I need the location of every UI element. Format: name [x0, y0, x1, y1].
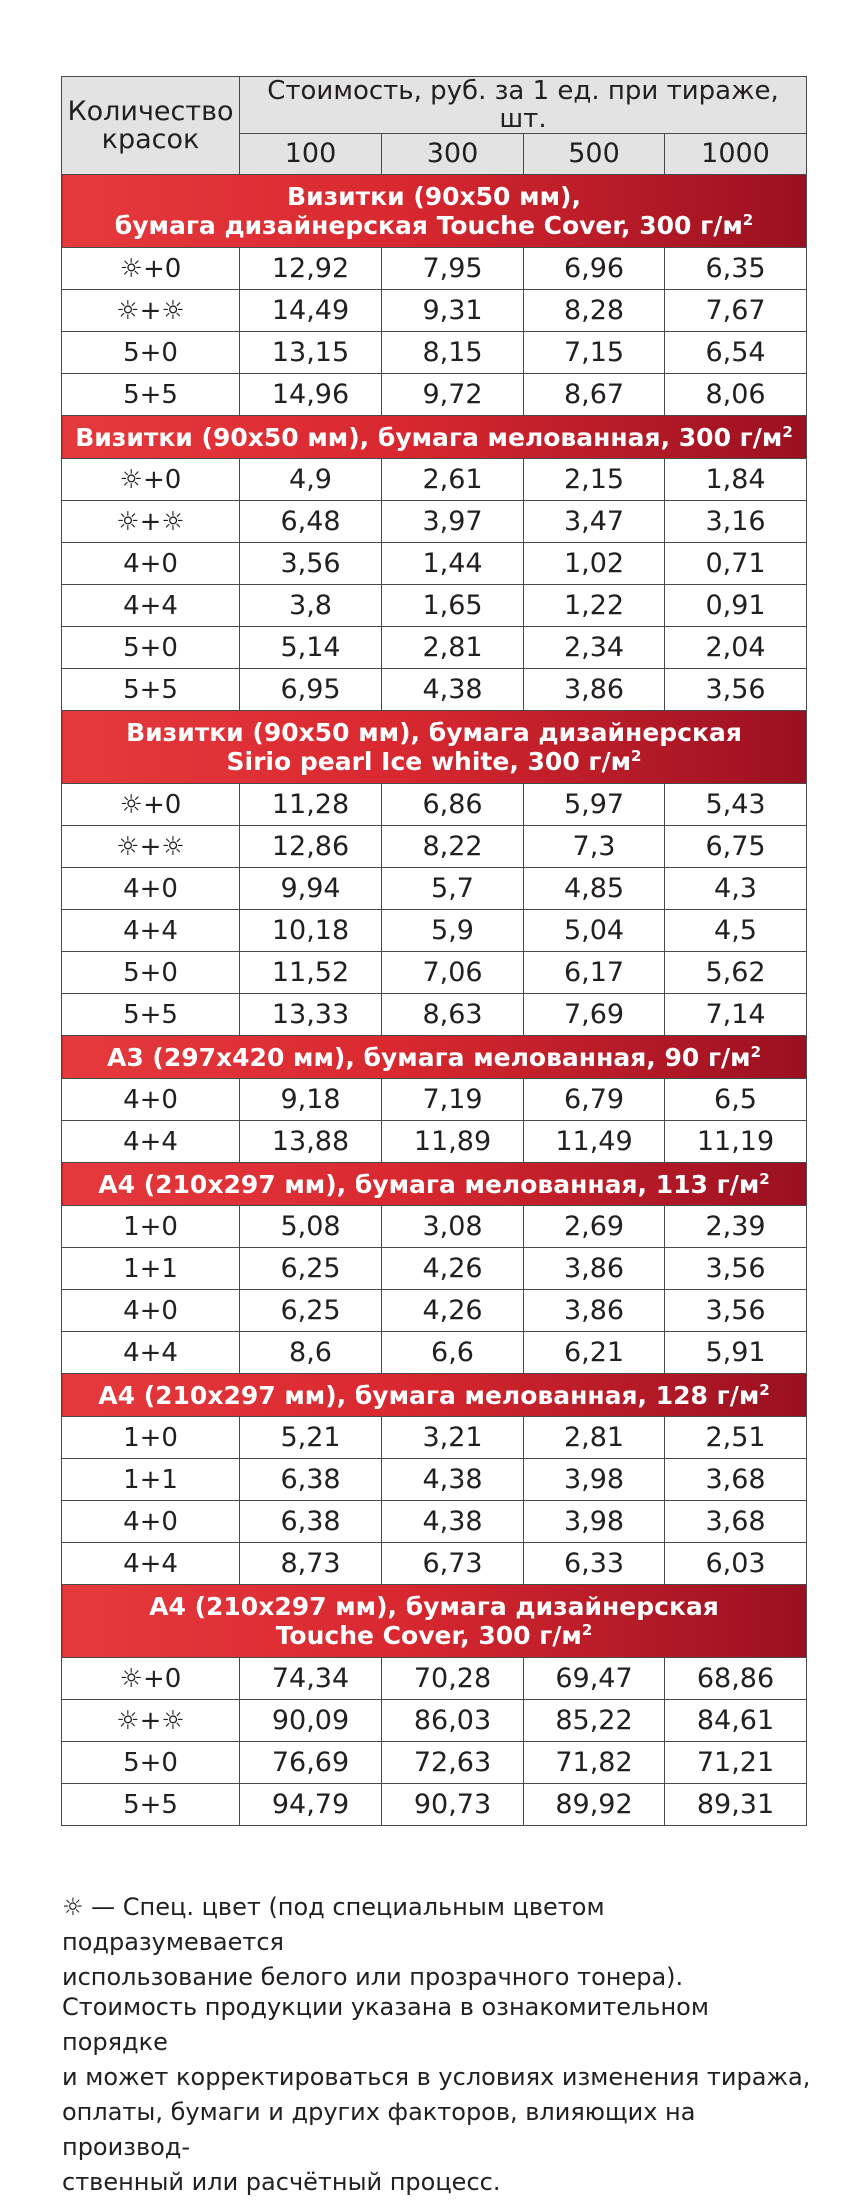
price-cell: 4,3 [665, 868, 807, 910]
price-cell: 1,84 [665, 459, 807, 501]
price-cell: 68,86 [665, 1658, 807, 1700]
price-cell: 5,9 [382, 910, 524, 952]
price-cell: 5,43 [665, 784, 807, 826]
disclaimer-line: Стоимость продукции указана в ознакомительном порядке [62, 1993, 709, 2056]
unit-superscript: 2 [631, 747, 642, 765]
price-cell: 3,86 [524, 1248, 665, 1290]
colors-cell: 4+4 [62, 1332, 240, 1374]
price-cell: 3,86 [524, 1290, 665, 1332]
table-row [62, 1543, 807, 1585]
unit-superscript: 2 [782, 422, 793, 441]
colors-cell: 4+4 [62, 585, 240, 627]
section-header-row [62, 1036, 807, 1079]
price-cell: 3,8 [240, 585, 382, 627]
price-cell: 8,73 [240, 1543, 382, 1585]
price-cell: 2,61 [382, 459, 524, 501]
table-row [62, 1121, 807, 1163]
price-cell: 6,5 [665, 1079, 807, 1121]
price-cell: 6,75 [665, 826, 807, 868]
table-row [62, 1700, 807, 1742]
price-cell: 6,35 [665, 248, 807, 290]
price-cell: 7,69 [524, 994, 665, 1036]
section-title [62, 711, 807, 784]
price-cell: 5,21 [240, 1417, 382, 1459]
colors-cell: 5+5 [62, 1784, 240, 1826]
price-cell: 2,81 [524, 1417, 665, 1459]
unit-superscript: 2 [742, 211, 754, 229]
price-cell: 6,25 [240, 1248, 382, 1290]
table-row [62, 1206, 807, 1248]
table-row [62, 1784, 807, 1826]
price-cell: 1,65 [382, 585, 524, 627]
price-cell: 3,21 [382, 1417, 524, 1459]
price-cell: 14,96 [240, 374, 382, 416]
price-cell: 69,47 [524, 1658, 665, 1700]
unit-superscript: 2 [750, 1042, 762, 1061]
price-cell: 0,91 [665, 585, 807, 627]
price-cell: 10,18 [240, 910, 382, 952]
section-title-text: Sirio pearl Ice white, 300 г/м [226, 747, 632, 776]
price-cell: 4,9 [240, 459, 382, 501]
table-row [62, 501, 807, 543]
colors-cell: 4+4 [62, 910, 240, 952]
price-cell: 76,69 [240, 1742, 382, 1784]
price-cell: 4,26 [382, 1248, 524, 1290]
price-cell: 90,09 [240, 1700, 382, 1742]
price-cell: 6,17 [524, 952, 665, 994]
price-cell: 3,56 [665, 1248, 807, 1290]
price-cell: 14,49 [240, 290, 382, 332]
footnote-line: ☼ — Спец. цвет (под специальным цветом подразумевается [62, 1893, 605, 1956]
section-title-text: Touche Cover, 300 г/м [275, 1621, 582, 1650]
colors-cell: ☼+☼ [62, 826, 240, 868]
price-cell: 7,19 [382, 1079, 524, 1121]
price-cell: 2,39 [665, 1206, 807, 1248]
table-row [62, 1742, 807, 1784]
price-cell: 3,98 [524, 1459, 665, 1501]
section-title-text: бумага дизайнерская Touche Cover, 300 г/м [114, 211, 743, 240]
price-cell: 4,85 [524, 868, 665, 910]
price-cell: 13,15 [240, 332, 382, 374]
price-cell: 6,54 [665, 332, 807, 374]
price-cell: 6,79 [524, 1079, 665, 1121]
footnote-line: использование белого или прозрачного тонера). [62, 1963, 684, 1991]
section-title [62, 416, 807, 459]
price-cell: 8,63 [382, 994, 524, 1036]
price-cell: 86,03 [382, 1700, 524, 1742]
price-cell: 2,51 [665, 1417, 807, 1459]
table-row [62, 248, 807, 290]
unit-superscript: 2 [759, 1380, 770, 1399]
price-cell: 5,91 [665, 1332, 807, 1374]
section-title-line [62, 1043, 806, 1072]
price-cell: 13,88 [240, 1121, 382, 1163]
price-cell: 94,79 [240, 1784, 382, 1826]
price-cell: 2,34 [524, 627, 665, 669]
price-cell: 7,06 [382, 952, 524, 994]
section-title-line [62, 747, 806, 776]
price-cell: 3,56 [665, 669, 807, 711]
table-row [62, 994, 807, 1036]
price-cell: 11,49 [524, 1121, 665, 1163]
price-cell: 89,92 [524, 1784, 665, 1826]
price-cell: 6,95 [240, 669, 382, 711]
price-cell: 4,38 [382, 1501, 524, 1543]
price-cell: 6,96 [524, 248, 665, 290]
colors-cell: 4+4 [62, 1543, 240, 1585]
price-cell: 3,68 [665, 1459, 807, 1501]
price-cell: 2,15 [524, 459, 665, 501]
section-title [62, 1374, 807, 1417]
disclaimer [62, 1990, 822, 2200]
price-cell: 9,18 [240, 1079, 382, 1121]
unit-superscript: 2 [759, 1169, 770, 1188]
price-cell: 6,38 [240, 1459, 382, 1501]
price-cell: 12,86 [240, 826, 382, 868]
price-cell: 5,62 [665, 952, 807, 994]
section-title-text: Визитки (90х50 мм), бумага дизайнерская [126, 718, 742, 747]
price-cell: 8,28 [524, 290, 665, 332]
price-cell: 0,71 [665, 543, 807, 585]
price-cell: 7,95 [382, 248, 524, 290]
section-header-row [62, 175, 807, 248]
price-cell: 84,61 [665, 1700, 807, 1742]
colors-cell: 5+0 [62, 332, 240, 374]
price-cell: 5,7 [382, 868, 524, 910]
price-cell: 7,14 [665, 994, 807, 1036]
section-title-text: Визитки (90х50 мм), [287, 182, 581, 211]
colors-cell: 5+0 [62, 952, 240, 994]
section-header-row [62, 711, 807, 784]
colors-cell: 5+5 [62, 669, 240, 711]
colors-cell: 5+5 [62, 994, 240, 1036]
section-title-text: А4 (210х297 мм), бумага дизайнерская [149, 1592, 719, 1621]
price-cell: 4,5 [665, 910, 807, 952]
colors-cell: 4+0 [62, 1290, 240, 1332]
price-cell: 11,19 [665, 1121, 807, 1163]
table-row [62, 543, 807, 585]
cost-header: Стоимость, руб. за 1 ед. при тираже, шт. [240, 77, 807, 134]
price-cell: 1,22 [524, 585, 665, 627]
colors-cell: 4+0 [62, 1501, 240, 1543]
colors-header: Количество красок [62, 77, 240, 175]
price-cell: 11,28 [240, 784, 382, 826]
colors-cell: ☼+☼ [62, 501, 240, 543]
colors-cell: ☼+0 [62, 459, 240, 501]
colors-cell: 5+5 [62, 374, 240, 416]
price-cell: 3,98 [524, 1501, 665, 1543]
table-row [62, 459, 807, 501]
disclaimer-line: оплаты, бумаги и других факторов, влияющих на производ- [62, 2098, 696, 2161]
price-cell: 7,67 [665, 290, 807, 332]
table-row [62, 1248, 807, 1290]
price-cell: 4,26 [382, 1290, 524, 1332]
colors-cell: 1+1 [62, 1459, 240, 1501]
price-cell: 2,69 [524, 1206, 665, 1248]
price-cell: 5,14 [240, 627, 382, 669]
price-cell: 71,82 [524, 1742, 665, 1784]
price-cell: 7,3 [524, 826, 665, 868]
run-header: 100 [240, 134, 382, 175]
price-cell: 13,33 [240, 994, 382, 1036]
table-row [62, 1501, 807, 1543]
colors-cell: ☼+☼ [62, 1700, 240, 1742]
price-cell: 3,86 [524, 669, 665, 711]
price-cell: 70,28 [382, 1658, 524, 1700]
section-title-line [62, 1170, 806, 1199]
price-cell: 6,21 [524, 1332, 665, 1374]
price-cell: 4,38 [382, 1459, 524, 1501]
section-title-line [62, 423, 806, 452]
colors-cell: 4+0 [62, 543, 240, 585]
section-header-row [62, 1374, 807, 1417]
price-cell: 6,6 [382, 1332, 524, 1374]
price-cell: 4,38 [382, 669, 524, 711]
price-cell: 1,44 [382, 543, 524, 585]
colors-cell: ☼+0 [62, 248, 240, 290]
footnote [62, 1890, 822, 1995]
table-row [62, 1459, 807, 1501]
table-row [62, 1658, 807, 1700]
table-row [62, 332, 807, 374]
price-cell: 2,04 [665, 627, 807, 669]
price-cell: 90,73 [382, 1784, 524, 1826]
price-cell: 72,63 [382, 1742, 524, 1784]
colors-cell: 1+0 [62, 1417, 240, 1459]
table-row [62, 868, 807, 910]
colors-cell: 1+0 [62, 1206, 240, 1248]
table-row [62, 784, 807, 826]
price-cell: 11,89 [382, 1121, 524, 1163]
run-header: 1000 [665, 134, 807, 175]
colors-cell: 4+0 [62, 1079, 240, 1121]
section-title-text: А3 (297х420 мм), бумага мелованная, 90 г/м [106, 1042, 751, 1072]
price-cell: 6,33 [524, 1543, 665, 1585]
section-title-line [62, 1381, 806, 1410]
price-cell: 8,67 [524, 374, 665, 416]
price-cell: 85,22 [524, 1700, 665, 1742]
section-title [62, 1585, 807, 1658]
section-title-line [62, 1621, 806, 1650]
section-title-line [62, 211, 806, 240]
section-title-text: Визитки (90х50 мм), бумага мелованная, 300 г/м [75, 422, 783, 452]
price-cell: 3,56 [665, 1290, 807, 1332]
table-row [62, 627, 807, 669]
price-cell: 89,31 [665, 1784, 807, 1826]
run-header: 300 [382, 134, 524, 175]
price-cell: 3,56 [240, 543, 382, 585]
price-cell: 9,72 [382, 374, 524, 416]
price-cell: 11,52 [240, 952, 382, 994]
price-cell: 2,81 [382, 627, 524, 669]
colors-cell: 5+0 [62, 1742, 240, 1784]
colors-cell: 4+4 [62, 1121, 240, 1163]
price-cell: 3,47 [524, 501, 665, 543]
price-cell: 6,73 [382, 1543, 524, 1585]
price-cell: 5,04 [524, 910, 665, 952]
table-row [62, 374, 807, 416]
price-cell: 5,97 [524, 784, 665, 826]
table-row [62, 1332, 807, 1374]
price-cell: 12,92 [240, 248, 382, 290]
section-title [62, 175, 807, 248]
colors-cell: ☼+☼ [62, 290, 240, 332]
price-cell: 6,25 [240, 1290, 382, 1332]
table-row [62, 585, 807, 627]
table-row [62, 826, 807, 868]
disclaimer-line: и может корректироваться в условиях изменения тиража, [62, 2063, 811, 2091]
price-cell: 6,38 [240, 1501, 382, 1543]
price-cell: 74,34 [240, 1658, 382, 1700]
table-row [62, 952, 807, 994]
section-title-line [62, 182, 806, 211]
colors-cell: ☼+0 [62, 784, 240, 826]
section-title [62, 1036, 807, 1079]
price-cell: 8,22 [382, 826, 524, 868]
price-table [61, 76, 807, 1826]
price-cell: 3,08 [382, 1206, 524, 1248]
table-body [62, 175, 807, 1826]
price-cell: 8,06 [665, 374, 807, 416]
disclaimer-line: ственный или расчётный процесс. [62, 2168, 501, 2196]
section-title-text: А4 (210х297 мм), бумага мелованная, 113 г/м [98, 1169, 760, 1199]
price-cell: 5,08 [240, 1206, 382, 1248]
price-cell: 71,21 [665, 1742, 807, 1784]
price-cell: 1,02 [524, 543, 665, 585]
section-title-line [62, 1592, 806, 1621]
section-title [62, 1163, 807, 1206]
colors-cell: ☼+0 [62, 1658, 240, 1700]
section-title-line [62, 718, 806, 747]
table-row [62, 1417, 807, 1459]
price-cell: 6,03 [665, 1543, 807, 1585]
table-row [62, 1290, 807, 1332]
price-cell: 3,97 [382, 501, 524, 543]
price-cell: 3,68 [665, 1501, 807, 1543]
section-header-row [62, 1163, 807, 1206]
price-cell: 6,86 [382, 784, 524, 826]
table-row [62, 290, 807, 332]
section-header-row [62, 1585, 807, 1658]
colors-cell: 5+0 [62, 627, 240, 669]
price-cell: 7,15 [524, 332, 665, 374]
section-header-row [62, 416, 807, 459]
section-title-text: А4 (210х297 мм), бумага мелованная, 128 г/м [98, 1380, 760, 1410]
price-cell: 9,31 [382, 290, 524, 332]
run-header: 500 [524, 134, 665, 175]
price-cell: 9,94 [240, 868, 382, 910]
table-row [62, 910, 807, 952]
colors-cell: 4+0 [62, 868, 240, 910]
price-cell: 3,16 [665, 501, 807, 543]
colors-cell: 1+1 [62, 1248, 240, 1290]
price-cell: 8,15 [382, 332, 524, 374]
table-row [62, 1079, 807, 1121]
price-cell: 8,6 [240, 1332, 382, 1374]
table-row [62, 669, 807, 711]
price-cell: 6,48 [240, 501, 382, 543]
unit-superscript: 2 [581, 1621, 593, 1639]
